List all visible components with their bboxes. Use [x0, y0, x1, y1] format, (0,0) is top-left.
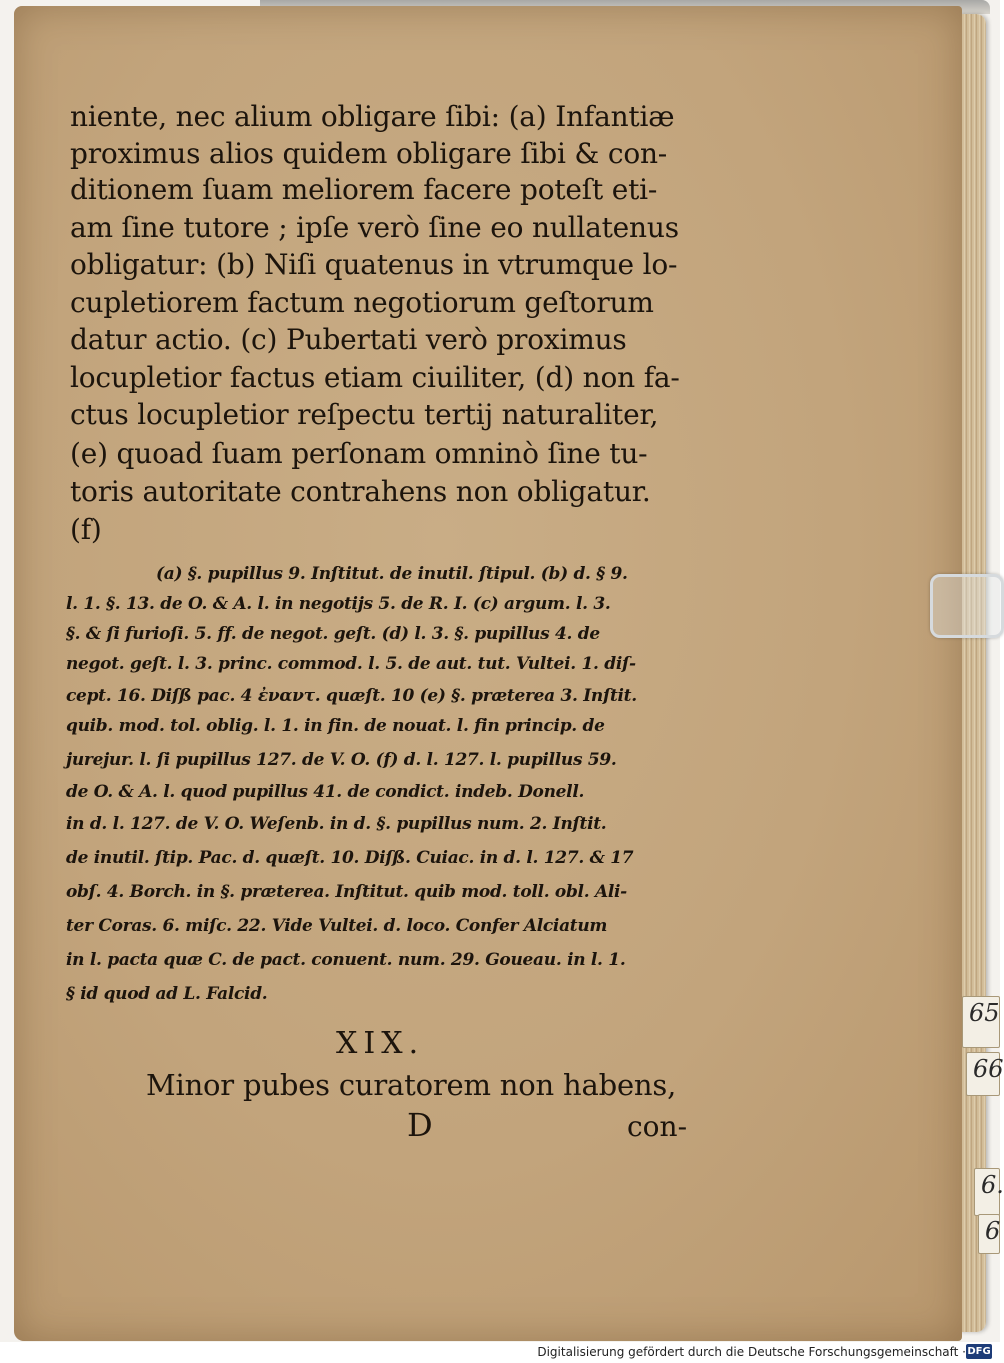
note-line: cept. 16. Diſß pac. 4 ἐναντ. quæſt. 10 (e) §. præterea 3. Inſtit.: [66, 686, 637, 706]
body-line: proximus alios quidem obligare ſibi & con-: [70, 137, 668, 170]
edge-tab: 66: [966, 1052, 1000, 1096]
edge-tab: 6.: [974, 1168, 1000, 1216]
body-line: ditionem ſuam meliorem facere poteſt eti-: [70, 173, 658, 206]
note-line: § id quod ad L. Falcid.: [66, 984, 268, 1004]
body-line: datur actio. (c) Pubertati verò proximus: [70, 323, 627, 356]
body-line: (f): [70, 513, 102, 546]
edge-tab: 6: [978, 1214, 1000, 1254]
body-line: toris autoritate contrahens non obligatur.: [70, 475, 651, 508]
note-line: in d. l. 127. de V. O. Weſenb. in d. §. pupillus num. 2. Inſtit.: [66, 814, 607, 834]
body-line: ctus locupletior reſpectu tertij naturaliter,: [70, 398, 659, 431]
note-line: negot. geſt. l. 3. princ. commod. l. 5. de aut. tut. Vultei. 1. diſ-: [66, 654, 636, 674]
signature-mark: D: [407, 1106, 433, 1144]
body-line: (e) quoad ſuam perſonam omninò ſine tu-: [70, 437, 648, 470]
section-number: XIX.: [336, 1026, 425, 1061]
body-line: niente, nec alium obligare ſibi: (a) Infantiæ: [70, 100, 675, 133]
note-line: obſ. 4. Borch. in §. præterea. Inſtitut. quib mod. toll. obl. Ali-: [66, 882, 627, 902]
body-line: am ſine tutore ; ipſe verò ſine eo nullatenus: [70, 211, 679, 244]
note-line: de inutil. ſtip. Pac. d. quæſt. 10. Diſß. Cuiac. in d. l. 127. & 17: [66, 848, 634, 868]
note-line: §. & ſi furioſi. 5. ff. de negot. geſt. (d) l. 3. §. pupillus 4. de: [66, 624, 600, 644]
body-line: locupletior factus etiam ciuiliter, (d) non fa-: [70, 361, 680, 394]
note-line: quib. mod. tol. oblig. l. 1. in fin. de nouat. l. fin princip. de: [66, 716, 605, 736]
note-line: l. 1. §. 13. de O. & A. l. in negotijs 5. de R. I. (c) argum. l. 3.: [66, 594, 611, 614]
page-edges: [958, 14, 986, 1332]
note-line: ter Coras. 6. miſc. 22. Vide Vultei. d. loco. Confer Alciatum: [66, 916, 608, 936]
edge-tab: 65: [962, 996, 1000, 1048]
note-line: in l. pacta quæ C. de pact. conuent. num. 29. Goueau. in l. 1.: [66, 950, 626, 970]
funding-credit: Digitalisierung gefördert durch die Deutsche Forschungsgemeinschaft ·: [537, 1345, 966, 1359]
dfg-logo: DFG: [967, 1346, 991, 1357]
body-line: Minor pubes curatorem non habens,: [146, 1068, 677, 1102]
body-line: obligatur: (b) Niſi quatenus in vtrumque lo-: [70, 248, 678, 281]
note-line: (a) §. pupillus 9. Inſtitut. de inutil. ſtipul. (b) d. § 9.: [156, 564, 628, 584]
catchword: con-: [627, 1110, 688, 1143]
binding-clip: [930, 574, 1004, 638]
note-line: de O. & A. l. quod pupillus 41. de condict. indeb. Donell.: [66, 782, 585, 802]
note-line: jurejur. l. ſi pupillus 127. de V. O. (f) d. l. 127. l. pupillus 59.: [66, 750, 617, 770]
body-line: cupletiorem factum negotiorum geſtorum: [70, 286, 654, 319]
